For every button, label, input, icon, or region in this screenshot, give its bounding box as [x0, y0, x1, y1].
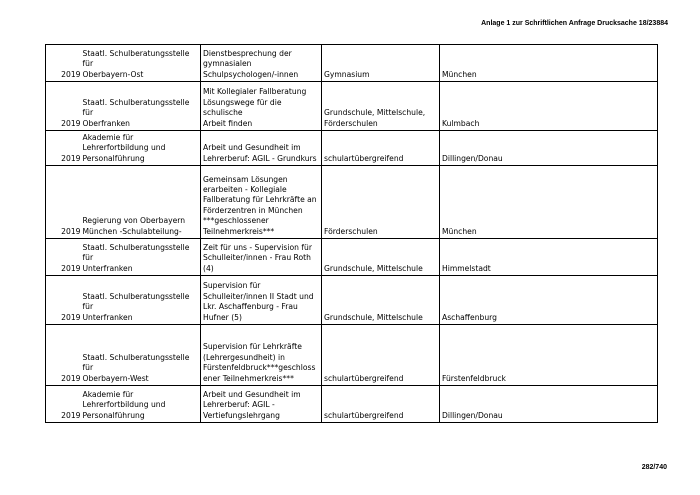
school-type-cell: schulartübergreifend [322, 131, 440, 166]
course-cell: Supervision für Schulleiter/innen II Stadt und Lkr. Aschaffenburg - Frau Hufner (5) [201, 276, 322, 325]
school-type-cell: Gymnasium [322, 45, 440, 82]
school-type-cell: Grundschule, Mittelschule, Förderschulen [322, 82, 440, 131]
table-row [46, 166, 658, 239]
year-cell: 2019 [46, 166, 82, 239]
page-number: 282/740 [641, 464, 667, 471]
year-cell: 2019 [46, 45, 82, 82]
table-row [46, 131, 658, 166]
institution-cell: Staatl. Schulberatungsstelle für Oberbayern-Ost [82, 45, 201, 82]
year-cell: 2019 [46, 131, 82, 166]
school-type-cell: Grundschule, Mittelschule [322, 239, 440, 276]
table-row [46, 239, 658, 276]
year-cell: 2019 [46, 239, 82, 276]
table-row [46, 325, 658, 386]
location-cell: München [440, 45, 658, 82]
location-cell: Dillingen/Donau [440, 386, 658, 423]
school-type-cell: Grundschule, Mittelschule [322, 276, 440, 325]
institution-cell: Staatl. Schulberatungsstelle für Unterfranken [82, 239, 201, 276]
institution-cell: Akademie für Lehrerfortbildung und Personalführung [82, 386, 201, 423]
year-cell: 2019 [46, 386, 82, 423]
table-row [46, 386, 658, 423]
institution-cell: Staatl. Schulberatungsstelle für Unterfranken [82, 276, 201, 325]
location-cell: Dillingen/Donau [440, 131, 658, 166]
table-row [46, 45, 658, 82]
course-cell: Dienstbesprechung der gymnasialen Schulpsychologen/-innen [201, 45, 322, 82]
location-cell: Aschaffenburg [440, 276, 658, 325]
school-type-cell: Förderschulen [322, 166, 440, 239]
year-cell: 2019 [46, 325, 82, 386]
course-cell: Mit Kollegialer Fallberatung Lösungswege für die schulische Arbeit finden [201, 82, 322, 131]
location-cell: Himmelstadt [440, 239, 658, 276]
institution-cell: Staatl. Schulberatungsstelle für Oberbayern-West [82, 325, 201, 386]
course-cell: Zeit für uns - Supervision für Schulleiter/innen - Frau Roth (4) [201, 239, 322, 276]
table-row [46, 82, 658, 131]
course-cell: Gemeinsam Lösungen erarbeiten - Kollegiale Fallberatung für Lehrkräfte an Förderzentren in München ***geschlossener Teilnehmerkreis*** [201, 166, 322, 239]
location-cell: München [440, 166, 658, 239]
institution-cell: Staatl. Schulberatungsstelle für Oberfranken [82, 82, 201, 131]
course-cell: Arbeit und Gesundheit im Lehrerberuf: AGIL - Vertiefungslehrgang [201, 386, 322, 423]
year-cell: 2019 [46, 276, 82, 325]
table-row [46, 276, 658, 325]
institution-cell: Regierung von Oberbayern München -Schulabteilung- [82, 166, 201, 239]
year-cell: 2019 [46, 82, 82, 131]
institution-cell: Akademie für Lehrerfortbildung und Personalführung [82, 131, 201, 166]
school-type-cell: schulartübergreifend [322, 386, 440, 423]
seminar-table [45, 44, 658, 423]
school-type-cell: schulartübergreifend [322, 325, 440, 386]
document-header: Anlage 1 zur Schriftlichen Anfrage Drucksache 18/23884 [481, 20, 668, 27]
course-cell: Arbeit und Gesundheit im Lehrerberuf: AGIL - Grundkurs [201, 131, 322, 166]
location-cell: Kulmbach [440, 82, 658, 131]
course-cell: Supervision für Lehrkräfte (Lehrergesundheit) in Fürstenfeldbruck***geschloss ener Teilnehmerkreis*** [201, 325, 322, 386]
location-cell: Fürstenfeldbruck [440, 325, 658, 386]
